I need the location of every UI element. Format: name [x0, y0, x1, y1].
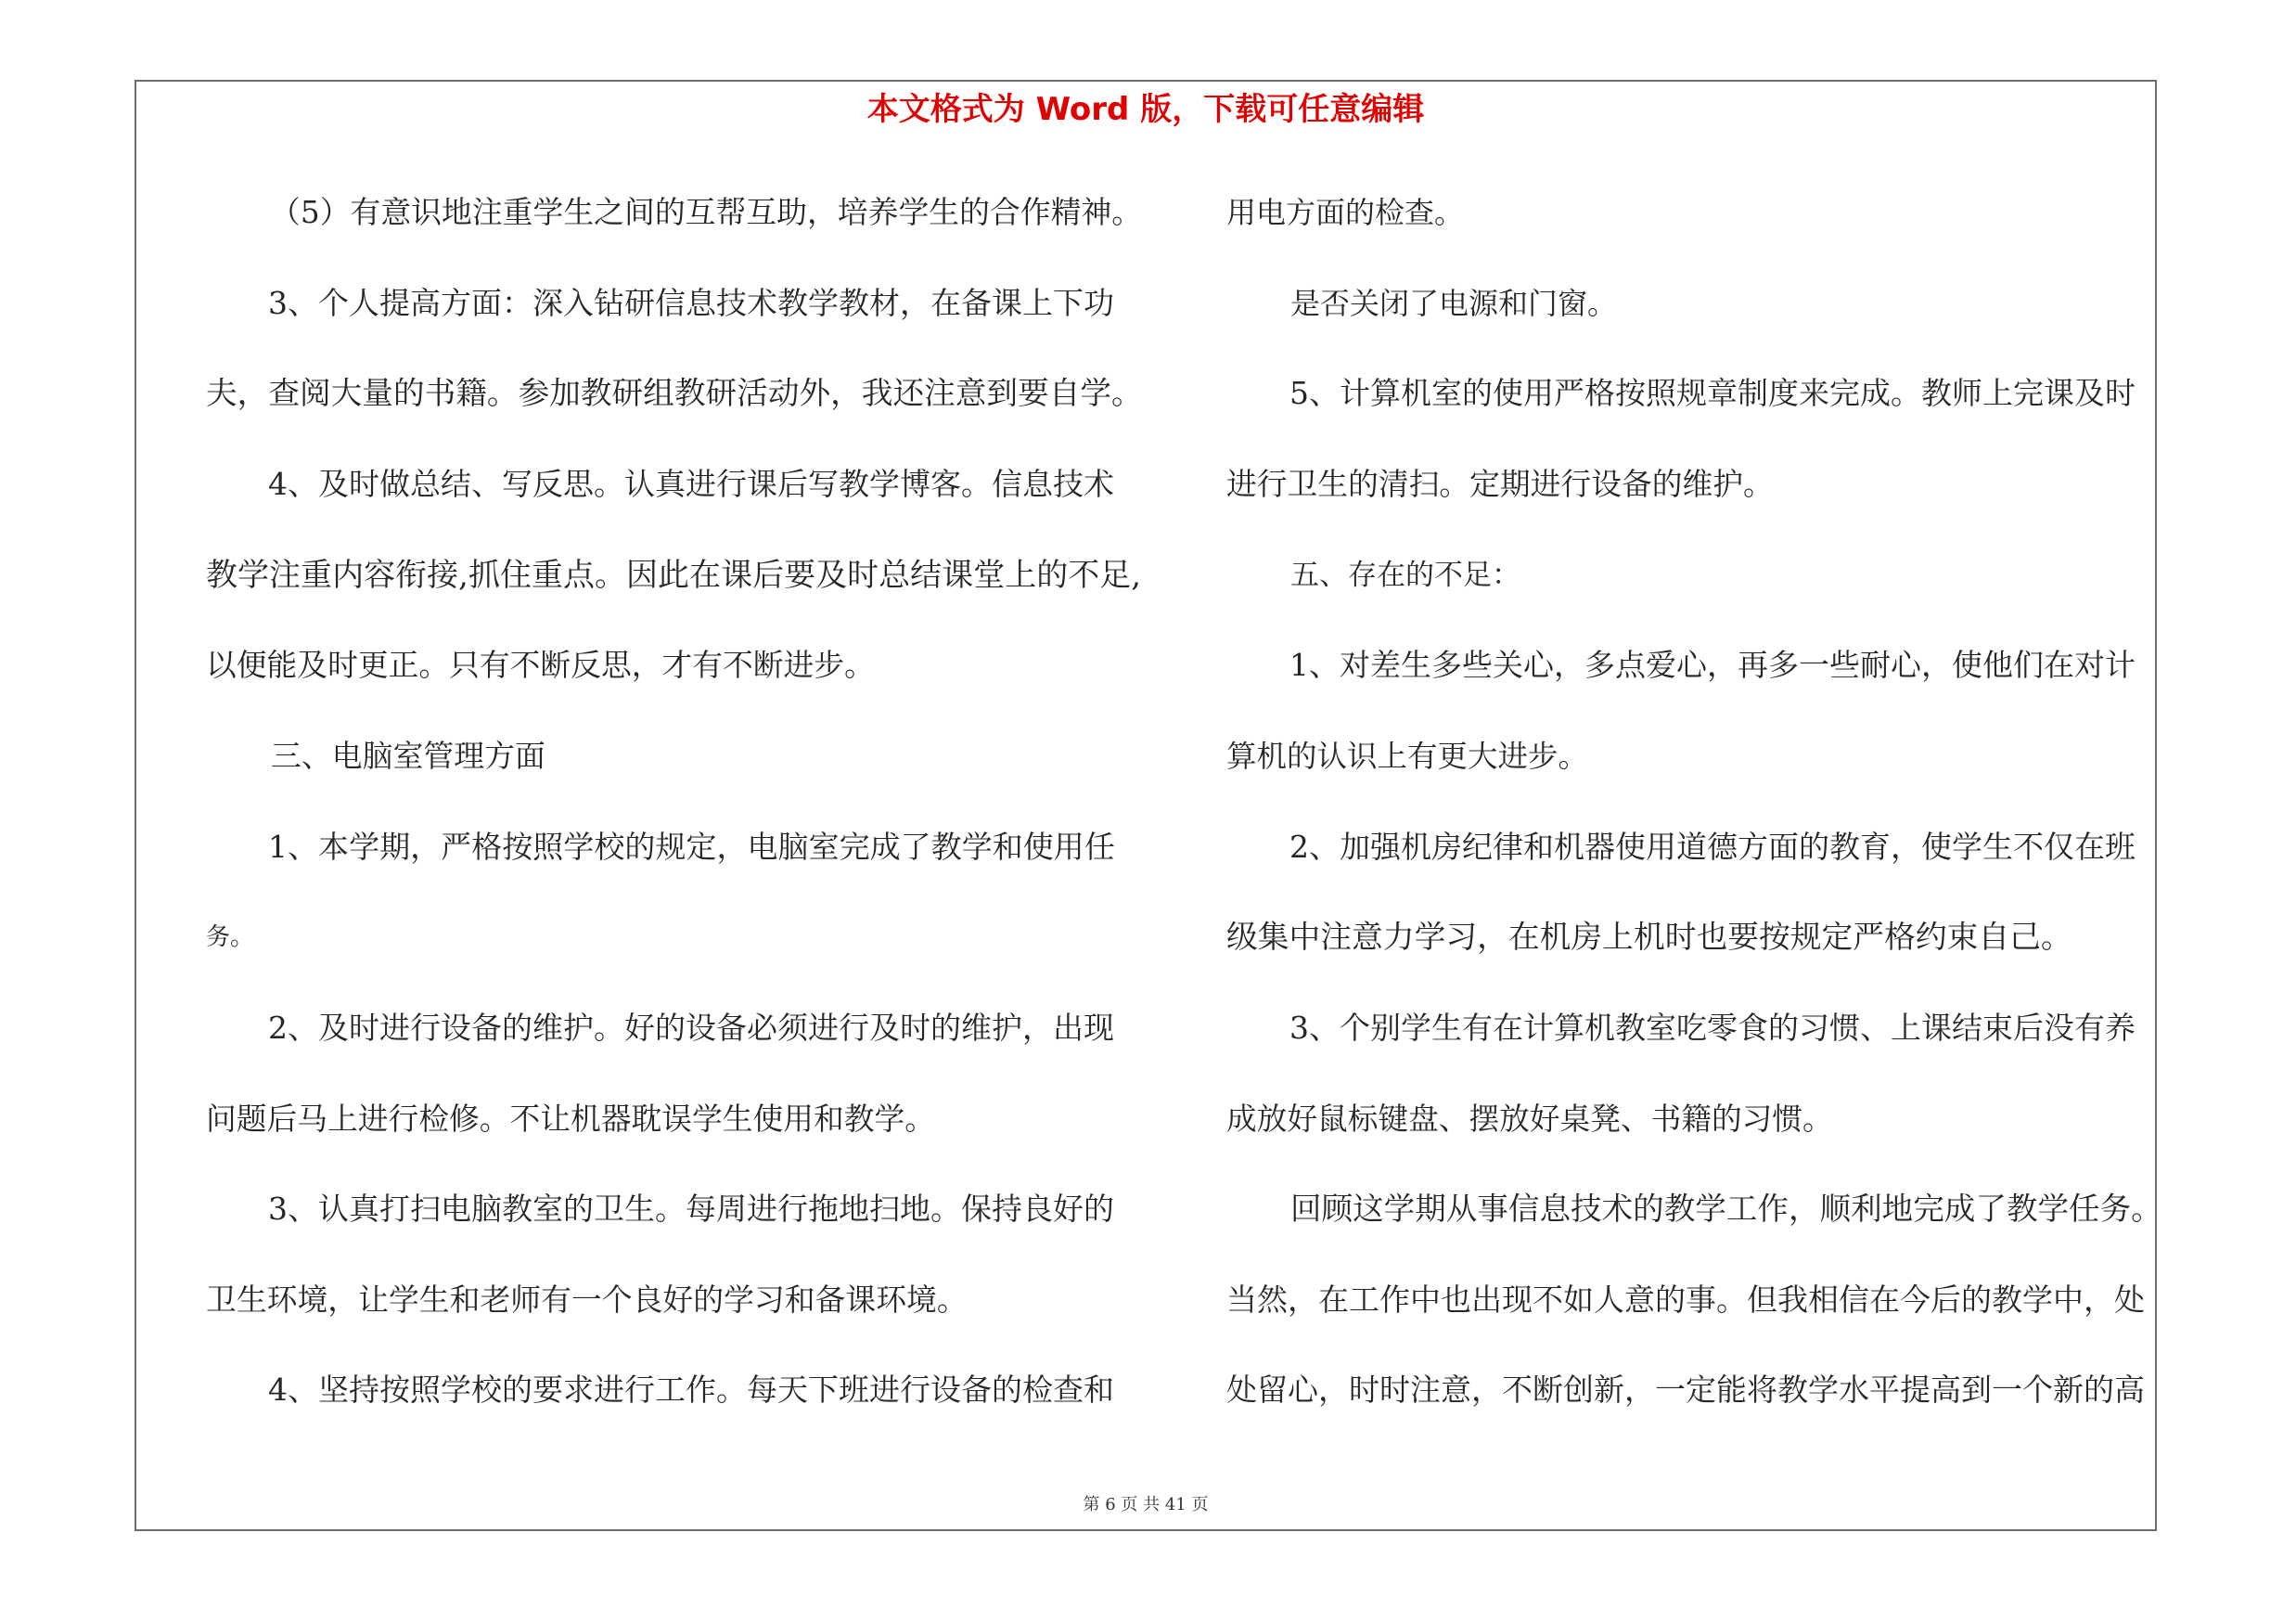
paragraph-line: 4、及时做总结、写反思。认真进行课后写教学博客。信息技术: [268, 466, 1114, 502]
paragraph-line: （5）有意识地注重学生之间的互帮互助，培养学生的合作精神。: [270, 195, 1143, 230]
paragraph-line: 卫生环境，让学生和老师有一个良好的学习和备课环境。: [206, 1282, 968, 1318]
paragraph-line: 1、本学期，严格按照学校的规定，电脑室完成了教学和使用任: [268, 829, 1115, 865]
paragraph-line: 成放好鼠标键盘、摆放好桌凳、书籍的习惯。: [1226, 1101, 1833, 1137]
paragraph-line: 务。: [206, 923, 255, 951]
paragraph-line: 进行卫生的清扫。定期进行设备的维护。: [1226, 467, 1774, 502]
paragraph-line: 3、认真打扫电脑教室的卫生。每周进行拖地扫地。保持良好的: [268, 1191, 1114, 1227]
section-heading: 三、电脑室管理方面: [271, 738, 545, 774]
paragraph-line: 4、坚持按照学校的要求进行工作。每天下班进行设备的检查和: [268, 1372, 1114, 1408]
paragraph-line: 级集中注意力学习，在机房上机时也要按规定严格约束自己。: [1226, 919, 2072, 955]
paragraph-line: 3、个别学生有在计算机教室吃零食的习惯、上课结束后没有养: [1289, 1010, 2136, 1046]
paragraph-line: 是否关闭了电源和门窗。: [1290, 286, 1618, 321]
paragraph-line: 3、个人提高方面：深入钻研信息技术教学教材，在备课上下功: [268, 285, 1114, 321]
header-banner: 本文格式为 Word 版，下载可任意编辑: [866, 91, 1425, 128]
page-number: 第 6 页 共 41 页: [1083, 1495, 1209, 1514]
section-heading: 五、存在的不足：: [1290, 559, 1520, 592]
paragraph-line: 5、计算机室的使用严格按照规章制度来完成。教师上完课及时: [1289, 375, 2136, 411]
paragraph-line: 教学注重内容衔接,抓住重点。因此在课后要及时总结课堂上的不足,: [206, 557, 1142, 594]
paragraph-line: 以便能及时更正。只有不断反思，才有不断进步。: [206, 648, 875, 683]
paragraph-line: 回顾这学期从事信息技术的教学工作，顺利地完成了教学任务。: [1290, 1191, 2162, 1227]
paragraph-line: 问题后马上进行检修。不让机器耽误学生使用和教学。: [206, 1101, 935, 1137]
paragraph-line: 处留心，时时注意，不断创新，一定能将教学水平提高到一个新的高: [1226, 1372, 2145, 1408]
paragraph-line: 1、对差生多些关心，多点爱心，再多一些耐心，使他们在对计: [1289, 647, 2136, 683]
paragraph-line: 用电方面的检查。: [1226, 195, 1465, 230]
paragraph-line: 2、加强机房纪律和机器使用道德方面的教育，使学生不仅在班: [1289, 829, 2136, 865]
paragraph-line: 夫，查阅大量的书籍。参加教研组教研活动外，我还注意到要自学。: [206, 375, 1143, 411]
paragraph-line: 2、及时进行设备的维护。好的设备必须进行及时的维护，出现: [268, 1010, 1114, 1046]
paragraph-line: 算机的认识上有更大进步。: [1226, 739, 1589, 774]
paragraph-line: 当然，在工作中也出现不如人意的事。但我相信在今后的教学中，处: [1226, 1282, 2145, 1318]
